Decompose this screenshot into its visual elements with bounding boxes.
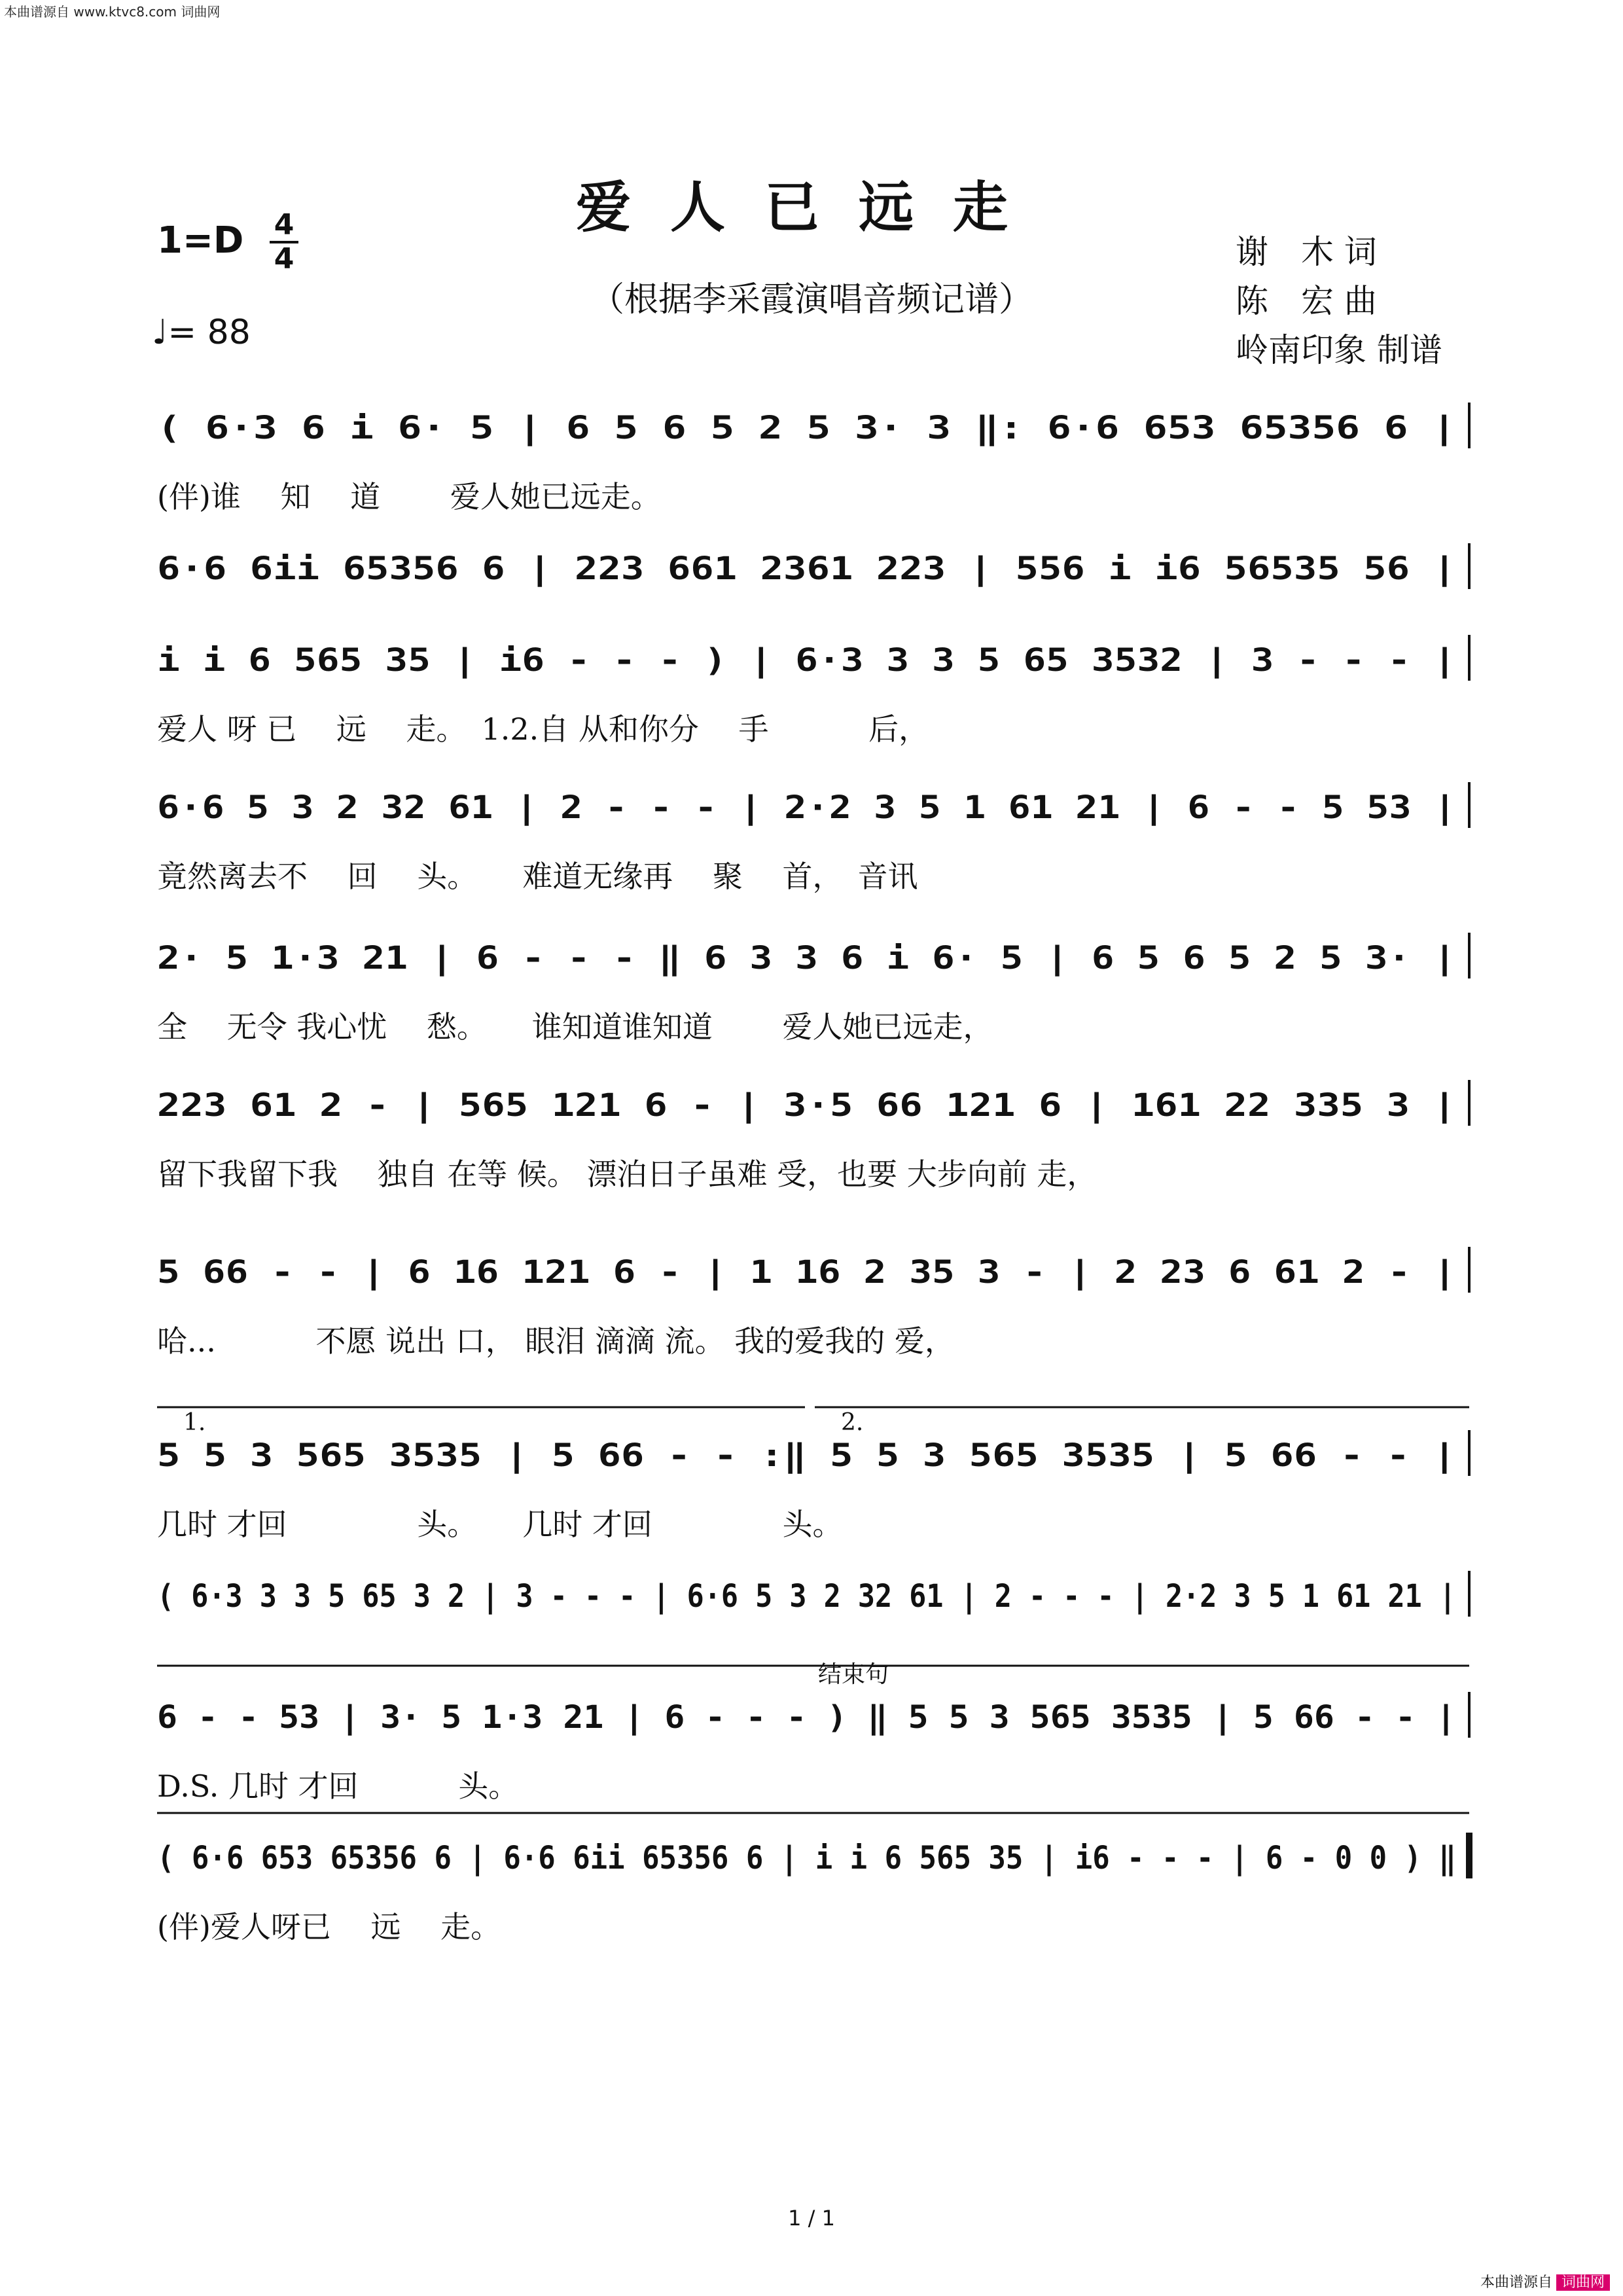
site-watermark-top: 本曲谱源自 www.ktvc8.com 词曲网 — [4, 4, 221, 20]
notation-row: 223 61 2 - | 565 121 6 - | 3·5 66 121 6 | 161 22 335 3 | — [157, 1087, 1456, 1124]
lyrics-row: 留下我留下我 独自 在等 候。 漂泊日子虽难 受，也要 大步向前 走， — [157, 1157, 1097, 1192]
notation-row: 6·6 6ii 65356 6 | 223 661 2361 223 | 556 i i6 56535 56 | — [157, 550, 1456, 587]
ending-label: 结束句 — [818, 1661, 889, 1688]
volta-label-2: 2. — [841, 1409, 864, 1436]
notation-row: ( 6·6 653 65356 6 | 6·6 6ii 65356 6 | i i 6 565 35 | i6 - - - | 6 - 0 0 ) ‖ — [157, 1840, 1456, 1876]
lyrics-row: 全 无令 我心忧 愁。 谁知道谁知道 爱人她已远走， — [157, 1009, 993, 1045]
notation-row: 5 5 3 565 3535 | 5 66 - - :‖ 5 5 3 565 3535 | 5 66 - - | — [157, 1437, 1456, 1474]
notation-row: 6·6 5 3 2 32 61 | 2 - - - | 2·2 3 5 1 61 21 | 6 - - 5 53 | — [157, 789, 1456, 826]
notation-row: 2· 5 1·3 21 | 6 - - - ‖ 6 3 3 6 i 6· 5 | 6 5 6 5 2 5 3· | — [157, 940, 1456, 977]
site-brand-logo: 词曲网 — [1556, 2274, 1610, 2291]
notation-row: 6 - - 53 | 3· 5 1·3 21 | 6 - - - ) ‖ 5 5 3 565 3535 | 5 66 - - | — [157, 1699, 1456, 1736]
site-watermark-text: 本曲谱源自 — [1480, 2274, 1552, 2291]
page-number: 1 / 1 — [788, 2206, 835, 2231]
notation-row: ( 6·3 3 3 5 65 3 2 | 3 - - - | 6·6 5 3 2 32 61 | 2 - - - | 2·2 3 5 1 61 21 | — [157, 1578, 1456, 1615]
lyrics-row: (伴)爱人呀已 远 走。 — [157, 1909, 501, 1945]
lyrics-row: D.S. 几时 才回 头。 — [157, 1768, 519, 1804]
lyrics-row: 几时 才回 头。 几时 才回 头。 — [157, 1507, 843, 1542]
lyrics-row: 哈... 不愿 说出 口， 眼泪 滴滴 流。 我的爱我的 爱， — [157, 1323, 955, 1359]
volta-label-1: 1. — [183, 1409, 206, 1436]
page-subtitle: （根据李采霞演唱音频记谱） — [590, 280, 1033, 319]
time-denominator: 4 — [274, 242, 294, 276]
notation-row: 5 66 - - | 6 16 121 6 - | 1 16 2 35 3 - | 2 23 6 61 2 - | — [157, 1254, 1456, 1291]
key-signature: 1=D — [157, 219, 244, 262]
lyrics-row: 爱人 呀 已 远 走。 1.2.自 从和你分 手 后， — [157, 711, 929, 747]
page-title: 爱人已远走 — [575, 175, 1047, 240]
arranger-credit: 岭南印象 制谱 — [1236, 331, 1442, 369]
lyrics-row: (伴)谁 知 道 爱人她已远走。 — [157, 479, 661, 514]
tempo-marking: ♩= 88 — [152, 313, 251, 352]
site-watermark-bottom — [1480, 2271, 1610, 2291]
notation-row: i i 6 565 35 | i6 - - - ) | 6·3 3 3 5 65 3532 | 3 - - - | — [157, 642, 1456, 679]
lyrics-row: 竟然离去不 回 头。 难道无缘再 聚 首， 音讯 — [157, 859, 918, 894]
lyricist-credit: 谢 木 词 — [1236, 233, 1377, 271]
notation-row: ( 6·3 6 i 6· 5 | 6 5 6 5 2 5 3· 3 ‖: 6·6 653 65356 6 | — [157, 410, 1456, 446]
composer-credit: 陈 宏 曲 — [1236, 282, 1377, 320]
time-numerator: 4 — [270, 211, 298, 243]
